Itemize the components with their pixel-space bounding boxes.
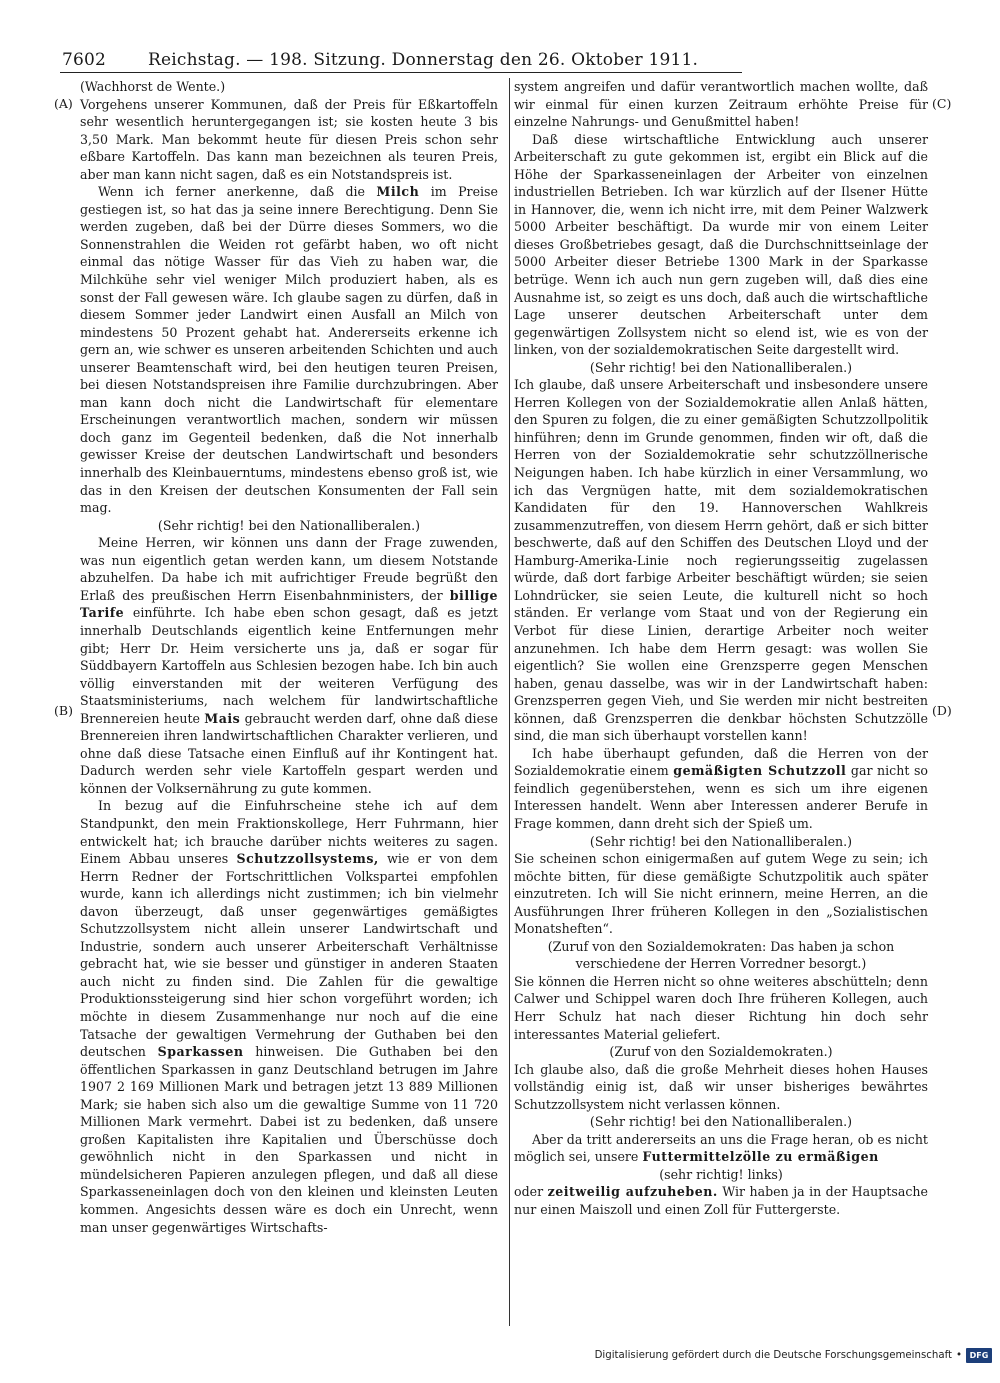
bold-term: Sparkassen xyxy=(157,1044,244,1060)
interjection: (Zuruf von den Sozialdemokraten.) xyxy=(609,1044,833,1060)
speaker-name: (Wachhorst de Wente.) xyxy=(80,79,226,94)
interjection: (Sehr richtig! bei den Nationalliberalen.) xyxy=(589,359,853,375)
page-number: 7602 xyxy=(62,50,107,70)
margin-marker-d: (D) xyxy=(932,703,952,718)
bold-term: zeitweilig aufzuheben. xyxy=(547,1184,718,1200)
bold-term: Milch xyxy=(376,184,420,200)
margin-marker-a: (A) xyxy=(54,96,73,111)
header-rule xyxy=(60,72,742,73)
interjection: (sehr richtig! links) xyxy=(659,1166,783,1182)
interjection: (Sehr richtig! bei den Nationalliberalen.) xyxy=(157,517,421,533)
paragraph: Meine Herren, wir können uns dann der Frage zuwenden, was nun eigentlich getan werden kann, um diesem Notstande abzuhelfen. Da habe ich mit aufrichtiger Freude begrüßt den Erlaß des preußischen Herrn Eisenbahnministers, der billige Tarife einführte. Ich habe eben schon gesagt, daß es jetzt innerhalb Deutschlands eigentlich keine Entfernungen mehr gibt; Herr Dr. Heim versicherte uns ja, daß er sogar für Süddbayern Kartoffeln aus Schlesien bezogen habe. Ich bin auch völlig einverstanden mit der weiteren Verfügung des Staatsministeriums, nach welchem für landwirtschaftliche Brennereien heute Mais gebraucht werden darf, ohne daß diese Brennereien ihren landwirtschaftlichen Charakter verlieren, und ohne daß diese Tatsache einen Einfluß auf ihr Kontingent hat. Dadurch werden sehr viele Kartoffeln gespart werden und können der Volksernährung zu gute kommen. xyxy=(80,535,498,796)
bold-term: gemäßigten Schutzzoll xyxy=(673,763,847,779)
dfg-logo-icon: DFG xyxy=(966,1348,992,1363)
paragraph: Sie können die Herren nicht so ohne weiteres abschütteln; denn Calwer und Schippel waren doch Ihre früheren Kollegen, auch Herr Schulz hat nach dieser Richtung hin doch sehr interessantes Material geliefert. xyxy=(514,973,928,1042)
digitization-credit: Digitalisierung gefördert durch die Deutsche Forschungsgemeinschaft • DFG xyxy=(590,1344,992,1366)
column-divider xyxy=(509,78,510,1326)
bold-term: Futtermittelzölle zu ermäßigen xyxy=(642,1149,879,1165)
margin-marker-c: (C) xyxy=(932,96,952,111)
credit-text: Digitalisierung gefördert durch die Deutsche Forschungsgemeinschaft xyxy=(594,1349,952,1361)
page-header xyxy=(62,44,740,70)
paragraph: Vorgehens unserer Kommunen, daß der Preis für Eßkartoffeln sehr wesentlich heruntergegangen ist; sie kosten heute 3 bis 3,50 Mark. Man bekommt heute für diesen Preis schon sehr eßbare Kartoffeln. Das kann man bezeichnen als teuren Preis, aber man kann nicht sagen, daß es ein Notstandspreis ist. xyxy=(80,96,498,182)
paragraph: Ich glaube, daß unsere Arbeiterschaft und insbesondere unsere Herren Kollegen von der Sozialdemokratie allen Anlaß hätten, den Spuren zu folgen, die zu einer gemäßigten Schutzzollpolitik hinführen; denn im Grunde genommen, finden wir oft, daß die Herren von der Sozialdemokratie sehr schutzzöllnerische Neigungen haben. Ich habe kürzlich in einer Versammlung, wo ich das Vergnügen hatte, mit dem sozialdemokratischen Kandidaten für den 19. Hannoverschen Wahlkreis zusammenzutreffen, von diesem Herrn gehört, daß er sich bitter beschwerte, daß auf den Schiffen des Deutschen Lloyd und der Hamburg-Amerika-Linie noch regierungsseitig zugelassen würde, daß dort farbige Arbeiter beschäftigt würden; sie seien Lohndrücker, sie seien Leute, die kulturell nicht so hoch ständen. Er verlange vom Staat und von der Regierung ein Verbot für diese Linien, derartige Arbeiter noch weiter anzunehmen. Ich habe dem Herrn gesagt: was wollen Sie eigentlich? Sie wollen eine Grenzsperre gegen Menschen haben, genau dasselbe, was wir in der Landwirtschaft haben: Grenzsperren gegen Vieh, und Sie werden mir nicht bestreiten können, daß Grenzsperren die denkbar höchsten Schutzzölle sind, die man sich überhaupt vorstellen kann! xyxy=(514,377,928,744)
interjection: (Sehr richtig! bei den Nationalliberalen.) xyxy=(589,833,853,849)
bold-term: billige Tarife xyxy=(80,587,498,621)
interjection: (Sehr richtig! bei den Nationalliberalen.) xyxy=(589,1114,853,1130)
paragraph: Aber da tritt andererseits an uns die Frage heran, ob es nicht möglich sei, unsere Futtermittelzölle zu ermäßigen xyxy=(514,1131,928,1165)
paragraph: Sie scheinen schon einigermaßen auf gutem Wege zu sein; ich möchte bitten, für diese gemäßigte Schutzpolitik auch später einzutreten. Ich will Sie nicht erinnern, meine Herren, an die Ausführungen Ihrer früheren Kollegen in den „Sozialistischen Monatsheften“. xyxy=(514,851,928,937)
left-column xyxy=(80,78,498,1236)
bold-term: Mais xyxy=(204,710,241,726)
paragraph: Ich habe überhaupt gefunden, daß die Herren von der Sozialdemokratie einem gemäßigten Schutzzoll gar nicht so feindlich gegenüberstehen, wenn es sich um ihre eigenen Interessen handelt. Wenn aber Interessen anderer Berufe in Frage kommen, dann dreht sich der Spieß um. xyxy=(514,745,929,831)
margin-marker-b: (B) xyxy=(54,703,73,718)
bold-term: Schutzzollsystems, xyxy=(236,851,379,867)
paragraph: Wenn ich ferner anerkenne, daß die Milch im Preise gestiegen ist, so hat das ja seine innere Berechtigung. Denn Sie werden zugeben, daß bei der Dürre dieses Sommers, wo die Sonnenstrahlen die Weiden rot gefärbt haben, wo oft nicht einmal das nötige Wasser für das Vieh zu haben war, die Milchkühe sehr viel weniger Milch produziert haben, als es sonst der Fall gewesen wäre. Ich glaube sagen zu dürfen, daß in diesem Sommer jeder Landwirt einen Ausfall an Milch von mindestens 50 Prozent gehabt hat. Andererseits erkenne ich gern an, wie schwer es unseren arbeitenden Schichten und auch unserer Beamtenschaft wird, bei den heutigen teuren Preisen, bei diesen Notstandspreisen ihre Familie durchzubringen. Aber man kann doch nicht die Landwirtschaft für elementare Erscheinungen verantwortlich machen, sondern wir müssen doch ganz im Gegenteil bedenken, daß die Not innerhalb gewisser Kreise der deutschen Landwirtschaft und besonders innerhalb des Kleinbauerntums, mindestens ebenso groß ist, wie das in den Kreisen der deutschen Konsumenten der Fall sein mag. xyxy=(80,184,498,516)
paragraph: oder zeitweilig aufzuheben. Wir haben ja in der Hauptsache nur einen Maiszoll und einen Zoll für Futtergerste. xyxy=(514,1184,928,1217)
paragraph: system angreifen und dafür verantwortlich machen wollte, daß wir einmal für einen kurzen Zeitraum erhöhte Preise für einzelne Nahrungs- und Genußmittel haben! xyxy=(514,79,928,130)
paragraph: Daß diese wirtschaftliche Entwicklung auch unserer Arbeiterschaft zu gute gekommen ist, ergibt ein Blick auf die Höhe der Sparkasseneinlagen der Arbeiter von einzelnen industriellen Betrieben. Ich war kürzlich auf der Ilsener Hütte in Hannover, die, wenn ich nicht irre, mit dem Peiner Walzwerk 5000 Arbeiter beschäftigt. Da wurde mir von einem Leiter dieses Großbetriebes gesagt, daß die Durchschnittseinlage der 5000 Arbeiter dieser Betriebe 1300 Mark in der Sparkasse betrüge. Wenn ich auch nun gern zugeben will, daß dies eine Ausnahme ist, so zeigt es uns doch, daß auch die wirtschaftliche Lage unserer deutschen Arbeiterschaft unter dem gegenwärtigen Zollsystem nicht so elend ist, wie es von der linken, von der sozialdemokratischen Seite dargestellt wird. xyxy=(514,131,928,358)
interjection: (Zuruf von den Sozialdemokraten: Das haben ja schon verschiedene der Herren Vorredner besorgt.) xyxy=(547,938,895,972)
right-column xyxy=(514,78,928,1219)
paragraph: Ich glaube also, daß die große Mehrheit dieses hohen Hauses vollständig einig ist, daß wir unser bisheriges bewährtes Schutzzollsystem nicht verlassen können. xyxy=(514,1061,928,1112)
page-title: Reichstag. — 198. Sitzung. Donnerstag den 26. Oktober 1911. xyxy=(147,50,699,70)
paragraph: In bezug auf die Einfuhrscheine stehe ich auf dem Standpunkt, den mein Fraktionskollege, Herr Fuhrmann, hier entwickelt hat; ich brauche darüber nichts weiteres zu sagen. Einem Abbau unseres Schutzzollsystems, wie er von dem Herrn Redner der Fortschrittlichen Volkspartei empfohlen wurde, kann ich allerdings nicht zustimmen; ich bin vielmehr davon überzeugt, daß unser gegenwärtiges gemäßigtes Schutzzollsystem nicht allein unserer Landwirtschaft und Industrie, sondern auch unserer Arbeiterschaft Verhältnisse gebracht hat, wie sie besser und günstiger in anderen Staaten auch nicht zu finden sind. Die Zahlen für die gewaltige Produktionssteigerung sind hier schon vorgeführt worden; ich möchte in diesem Zusammenhange nur noch auf die eine Tatsache der gewaltigen Vermehrung der Guthaben bei den deutschen Sparkassen hinweisen. Die Guthaben bei den öffentlichen Sparkassen in ganz Deutschland betrugen im Jahre 1907 2 169 Millionen Mark und betragen jetzt 13 889 Millionen Mark; sie haben sich also um die gewaltige Summe von 11 720 Millionen Mark vermehrt. Dabei ist zu bedenken, daß unsere großen Kapitalisten ihre Kapitalien und Überschüsse doch gewöhnlich nicht in den Sparkassen und nicht in mündelsicheren Papieren anzulegen pflegen, und daß all diese Sparkasseneinlagen doch von den kleinen und kleinsten Leuten kommen. Angesichts dessen wäre es doch ein Unrecht, wenn man unser gegenwärtiges Wirtschafts- xyxy=(80,798,498,1235)
